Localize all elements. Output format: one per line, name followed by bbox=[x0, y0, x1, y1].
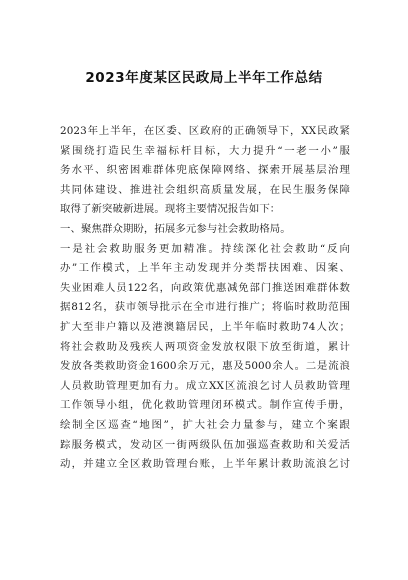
paragraph-line: 办”工作模式，上半年主动发现并分类帮扶困难、因案、 bbox=[60, 262, 350, 275]
paragraph-line: 扩大至非户籍以及港澳籍居民，上半年临时救助74人次； bbox=[60, 320, 350, 333]
paragraph-line: 一是社会救助服务更加精准。持续深化社会救助“反向 bbox=[60, 242, 350, 255]
paragraph-line: 紧围绕打造民生幸福标杆目标，大力提升“一老一小”服 bbox=[60, 144, 350, 157]
paragraph-line: 据812名，获市领导批示在全市进行推广；将临时救助范围 bbox=[60, 301, 350, 314]
paragraph-line: 取得了新突破新进展。现将主要情况报告如下： bbox=[60, 203, 281, 216]
paragraph-line: 将社会救助及残疾人两项资金发放权限下放至街道，累计 bbox=[60, 340, 350, 353]
paragraph-line: 共同体建设、推进社会组织高质量发展，在民生服务保障 bbox=[60, 183, 350, 196]
paragraph-line: 务水平、织密困难群体兜底保障网络、探索开展基层治理 bbox=[60, 164, 350, 177]
paragraph-line: 绘制全区巡查“地图”，扩大社会力量参与，建立个案跟 bbox=[60, 418, 350, 431]
paragraph-line: 工作领导小组，优化救助管理闭环模式。制作宣传手册， bbox=[60, 399, 350, 412]
paragraph-line: 发放各类救助资金1600余万元，惠及5000余人。二是流浪 bbox=[60, 360, 350, 373]
document-body bbox=[60, 122, 350, 475]
paragraph-line: 人员救助管理更加有力。成立XX区流浪乞讨人员救助管理 bbox=[60, 379, 350, 392]
paragraph-line: 失业困难人员122名，向政策优惠减免部门推送困难群体数 bbox=[60, 281, 350, 294]
section-heading: 一、聚焦群众期盼，拓展多元参与社会救助格局。 bbox=[60, 222, 291, 235]
paragraph-line: 2023年上半年，在区委、区政府的正确领导下，XX民政紧 bbox=[60, 125, 350, 137]
paragraph-line: 动，并建立全区救助管理台账，上半年累计救助流浪乞讨 bbox=[60, 458, 350, 471]
document-title: 2023年度某区民政局上半年工作总结 bbox=[85, 70, 323, 86]
paragraph-line: 踪服务模式，发动区一街两级队伍加强巡查救助和关爱活 bbox=[60, 438, 350, 451]
